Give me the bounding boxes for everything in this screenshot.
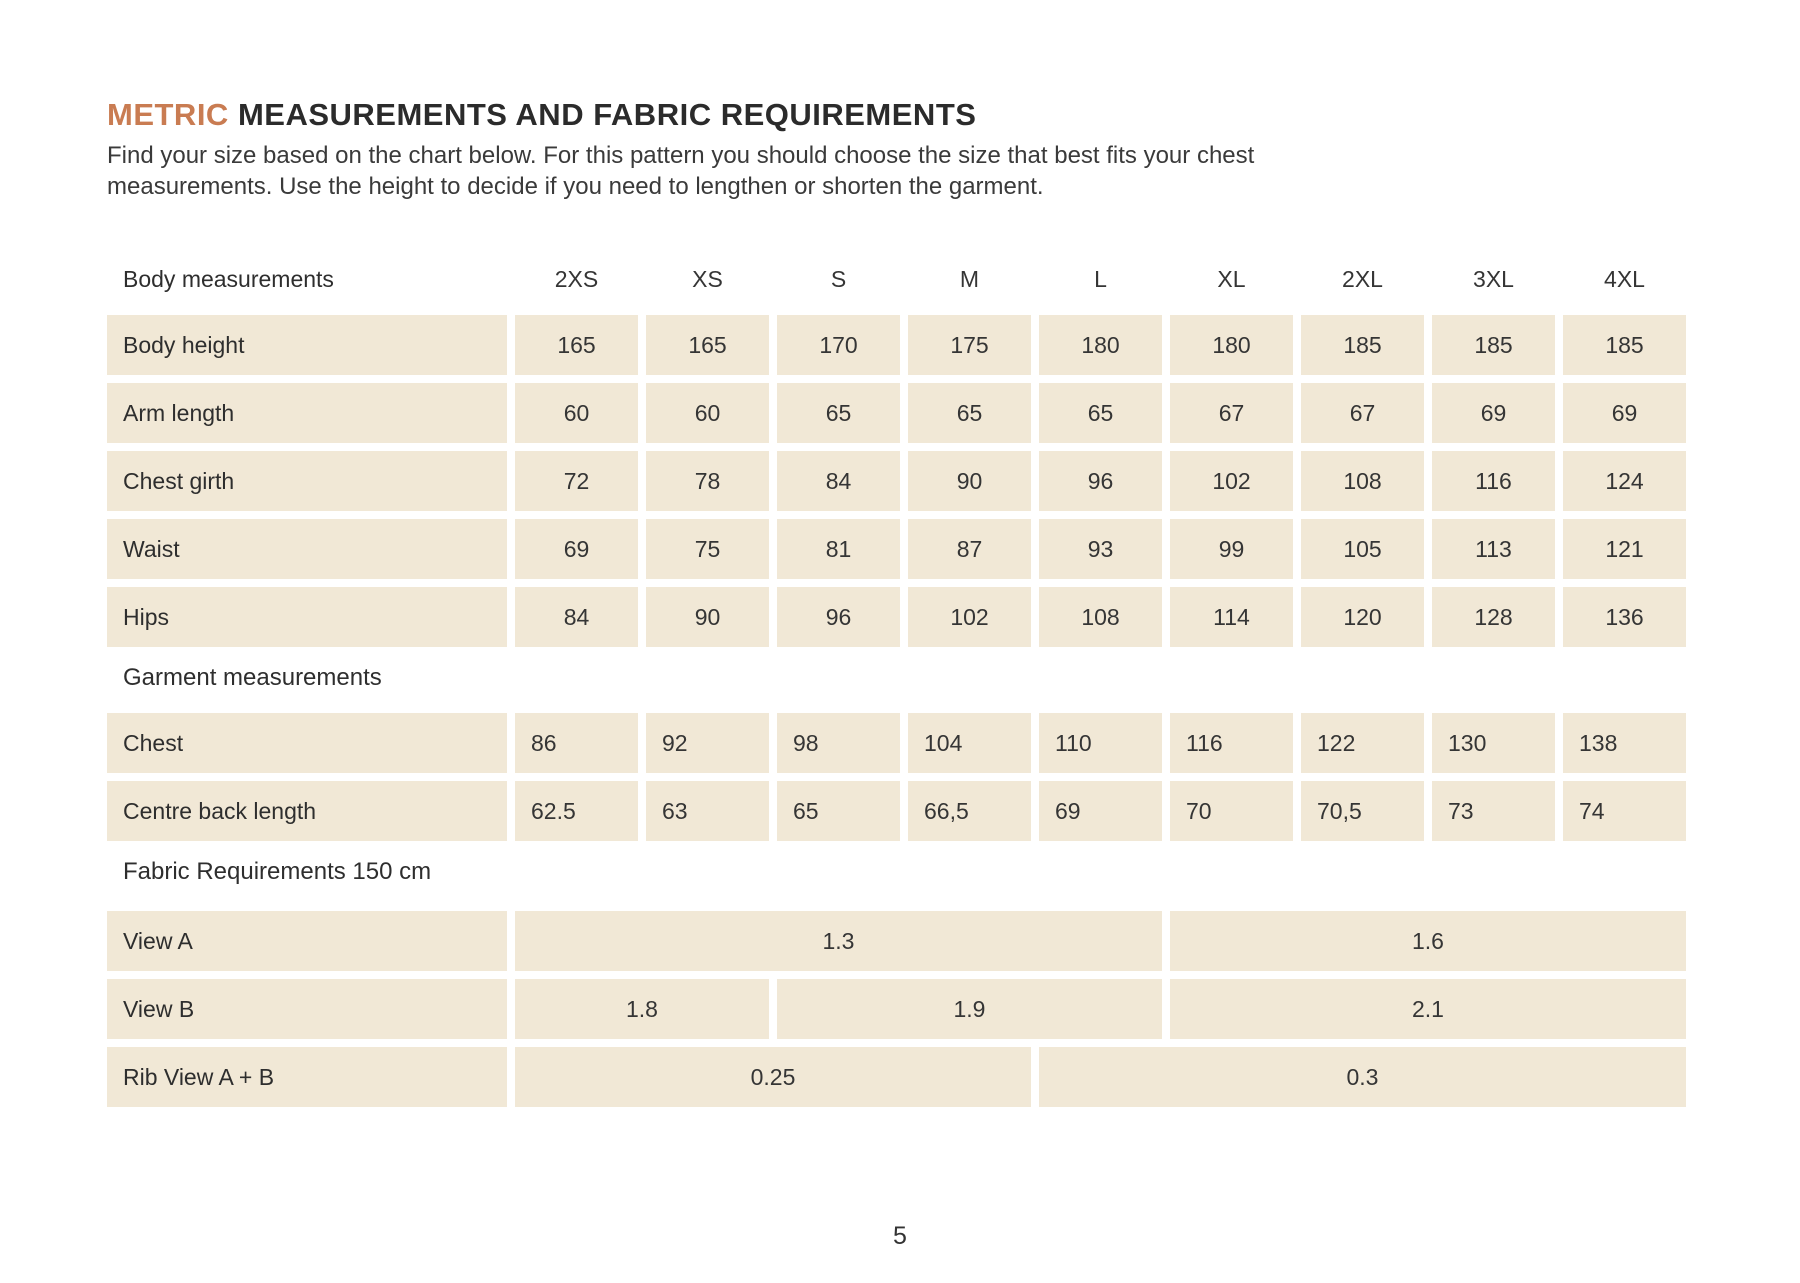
- measurement-cell: 180: [1039, 315, 1162, 375]
- fabric-amount-cell: 1.6: [1170, 911, 1686, 971]
- fabric-requirement-rows: [107, 911, 1800, 1107]
- size-column-header: M: [959, 265, 980, 292]
- measurement-cell: 114: [1170, 587, 1293, 647]
- measurement-cell: 102: [908, 587, 1031, 647]
- body-measurement-row: [107, 383, 1800, 443]
- body-measurement-row: [107, 587, 1800, 647]
- measurement-cell: 185: [1563, 315, 1686, 375]
- row-label: Body height: [107, 315, 507, 375]
- measurement-cell: 96: [1039, 451, 1162, 511]
- fabric-amount-cell: 0.3: [1039, 1047, 1686, 1107]
- measurement-cell: 175: [908, 315, 1031, 375]
- fabric-requirement-row: [107, 911, 1800, 971]
- measurement-cell: 67: [1301, 383, 1424, 443]
- page-title: [107, 97, 1800, 133]
- garment-measurement-row: [107, 781, 1800, 841]
- measurement-cell: 78: [646, 451, 769, 511]
- body-measurement-rows: [107, 315, 1800, 647]
- size-column-header: XL: [1217, 265, 1246, 292]
- measurement-cell: 65: [777, 383, 900, 443]
- measurement-cell: 62.5: [515, 781, 638, 841]
- measurement-cell: 165: [646, 315, 769, 375]
- measurement-cell: 138: [1563, 713, 1686, 773]
- measurement-cell: 70,5: [1301, 781, 1424, 841]
- row-label: Waist: [107, 519, 507, 579]
- size-column-header: 2XL: [1342, 265, 1383, 292]
- measurement-cell: 105: [1301, 519, 1424, 579]
- measurement-cell: 180: [1170, 315, 1293, 375]
- size-column-header: 4XL: [1604, 265, 1645, 292]
- size-chart-table: [107, 257, 1800, 1107]
- row-label: Chest girth: [107, 451, 507, 511]
- size-column-header: 3XL: [1473, 265, 1514, 292]
- page-number: 5: [893, 1222, 907, 1250]
- size-column-header: 2XS: [554, 265, 599, 292]
- measurement-cell: 60: [646, 383, 769, 443]
- fabric-requirement-row: [107, 979, 1800, 1039]
- page-title-highlight: METRIC: [107, 97, 229, 132]
- fabric-amount-cell: 1.9: [777, 979, 1162, 1039]
- measurement-cell: 110: [1039, 713, 1162, 773]
- measurement-cell: 99: [1170, 519, 1293, 579]
- fabric-section-label: Fabric Requirements 150 cm: [123, 858, 432, 885]
- measurement-cell: 69: [1563, 383, 1686, 443]
- body-section-label: Body measurements: [123, 265, 334, 292]
- body-measurement-row: [107, 315, 1800, 375]
- measurement-cell: 87: [908, 519, 1031, 579]
- measurement-cell: 81: [777, 519, 900, 579]
- fabric-amount-cell: 2.1: [1170, 979, 1686, 1039]
- intro-paragraph: Find your size based on the chart below. For this pattern you should choose the size that best fits your chest measurements. Use the height to decide if you need to lengthen or shorten the garment.: [107, 142, 1255, 200]
- table-header-row: [107, 257, 1800, 301]
- body-measurement-row: [107, 451, 1800, 511]
- body-measurement-row: [107, 519, 1800, 579]
- measurement-cell: 136: [1563, 587, 1686, 647]
- measurement-cell: 102: [1170, 451, 1293, 511]
- measurement-cell: 73: [1432, 781, 1555, 841]
- measurement-cell: 65: [777, 781, 900, 841]
- measurement-cell: 84: [777, 451, 900, 511]
- measurement-cell: 90: [646, 587, 769, 647]
- fabric-amount-cell: 0.25: [515, 1047, 1031, 1107]
- measurement-cell: 93: [1039, 519, 1162, 579]
- measurement-cell: 185: [1432, 315, 1555, 375]
- measurement-cell: 66,5: [908, 781, 1031, 841]
- measurement-cell: 63: [646, 781, 769, 841]
- row-label: View A: [107, 911, 507, 971]
- row-label: Rib View A + B: [107, 1047, 507, 1107]
- fabric-requirement-row: [107, 1047, 1800, 1107]
- measurement-cell: 92: [646, 713, 769, 773]
- garment-section-label: Garment measurements: [123, 664, 382, 691]
- measurement-cell: 67: [1170, 383, 1293, 443]
- measurement-cell: 104: [908, 713, 1031, 773]
- measurement-cell: 98: [777, 713, 900, 773]
- measurement-cell: 70: [1170, 781, 1293, 841]
- measurement-cell: 65: [908, 383, 1031, 443]
- garment-measurement-rows: [107, 713, 1800, 841]
- size-column-header: L: [1094, 265, 1107, 292]
- measurement-cell: 121: [1563, 519, 1686, 579]
- measurement-cell: 69: [1432, 383, 1555, 443]
- row-label: Centre back length: [107, 781, 507, 841]
- fabric-amount-cell: 1.3: [515, 911, 1162, 971]
- measurement-cell: 128: [1432, 587, 1555, 647]
- measurement-cell: 124: [1563, 451, 1686, 511]
- row-label: Arm length: [107, 383, 507, 443]
- measurement-cell: 86: [515, 713, 638, 773]
- measurement-cell: 96: [777, 587, 900, 647]
- measurement-cell: 108: [1039, 587, 1162, 647]
- measurement-cell: 130: [1432, 713, 1555, 773]
- size-column-header: XS: [692, 265, 723, 292]
- measurement-cell: 165: [515, 315, 638, 375]
- measurement-cell: 120: [1301, 587, 1424, 647]
- row-label: View B: [107, 979, 507, 1039]
- row-label: Hips: [107, 587, 507, 647]
- measurement-cell: 116: [1170, 713, 1293, 773]
- measurement-cell: 170: [777, 315, 900, 375]
- measurement-cell: 65: [1039, 383, 1162, 443]
- fabric-amount-cell: 1.8: [515, 979, 769, 1039]
- measurement-cell: 69: [515, 519, 638, 579]
- garment-measurement-row: [107, 713, 1800, 773]
- measurement-cell: 116: [1432, 451, 1555, 511]
- measurement-cell: 74: [1563, 781, 1686, 841]
- size-column-header: S: [830, 265, 847, 292]
- page-title-rest: MEASUREMENTS AND FABRIC REQUIREMENTS: [228, 97, 977, 132]
- measurement-cell: 84: [515, 587, 638, 647]
- measurement-cell: 75: [646, 519, 769, 579]
- row-label: Chest: [107, 713, 507, 773]
- measurement-cell: 122: [1301, 713, 1424, 773]
- measurement-cell: 113: [1432, 519, 1555, 579]
- measurement-cell: 60: [515, 383, 638, 443]
- page-footer: [0, 1222, 1800, 1251]
- measurement-cell: 72: [515, 451, 638, 511]
- measurement-cell: 69: [1039, 781, 1162, 841]
- measurement-cell: 90: [908, 451, 1031, 511]
- measurement-cell: 185: [1301, 315, 1424, 375]
- measurement-cell: 108: [1301, 451, 1424, 511]
